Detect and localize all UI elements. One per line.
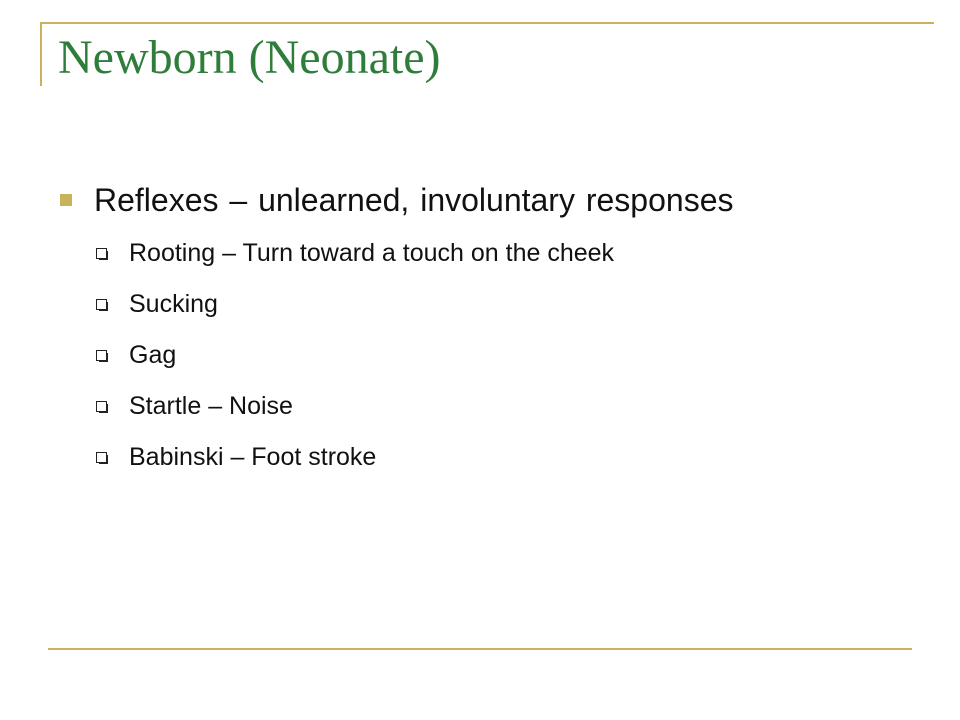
reflex-sucking: Sucking — [129, 290, 218, 318]
reflex-gag: Gag — [129, 341, 177, 369]
bottom-rule-line — [48, 648, 912, 650]
list-item — [96, 279, 920, 330]
slide-title: Newborn (Neonate) — [58, 31, 441, 84]
reflex-babinski: Babinski – Foot stroke — [129, 443, 377, 471]
box-bullet-icon — [96, 248, 107, 259]
main-bullet-item — [60, 178, 920, 222]
reflex-list — [60, 228, 920, 483]
slide-body — [60, 178, 920, 483]
list-item — [96, 381, 920, 432]
list-item — [96, 330, 920, 381]
box-bullet-icon — [96, 401, 107, 412]
box-bullet-icon — [96, 452, 107, 463]
list-item — [96, 228, 920, 279]
box-bullet-icon — [96, 299, 107, 310]
box-bullet-icon — [96, 350, 107, 361]
square-bullet-icon — [60, 194, 72, 206]
left-accent-line — [40, 22, 42, 86]
main-bullet-text: Reflexes – unlearned, involuntary responses — [94, 181, 734, 218]
reflex-rooting: Rooting – Turn toward a touch on the cheek — [129, 239, 615, 267]
reflex-startle: Startle – Noise — [129, 392, 293, 420]
top-rule-line — [40, 22, 934, 24]
list-item — [96, 432, 920, 483]
